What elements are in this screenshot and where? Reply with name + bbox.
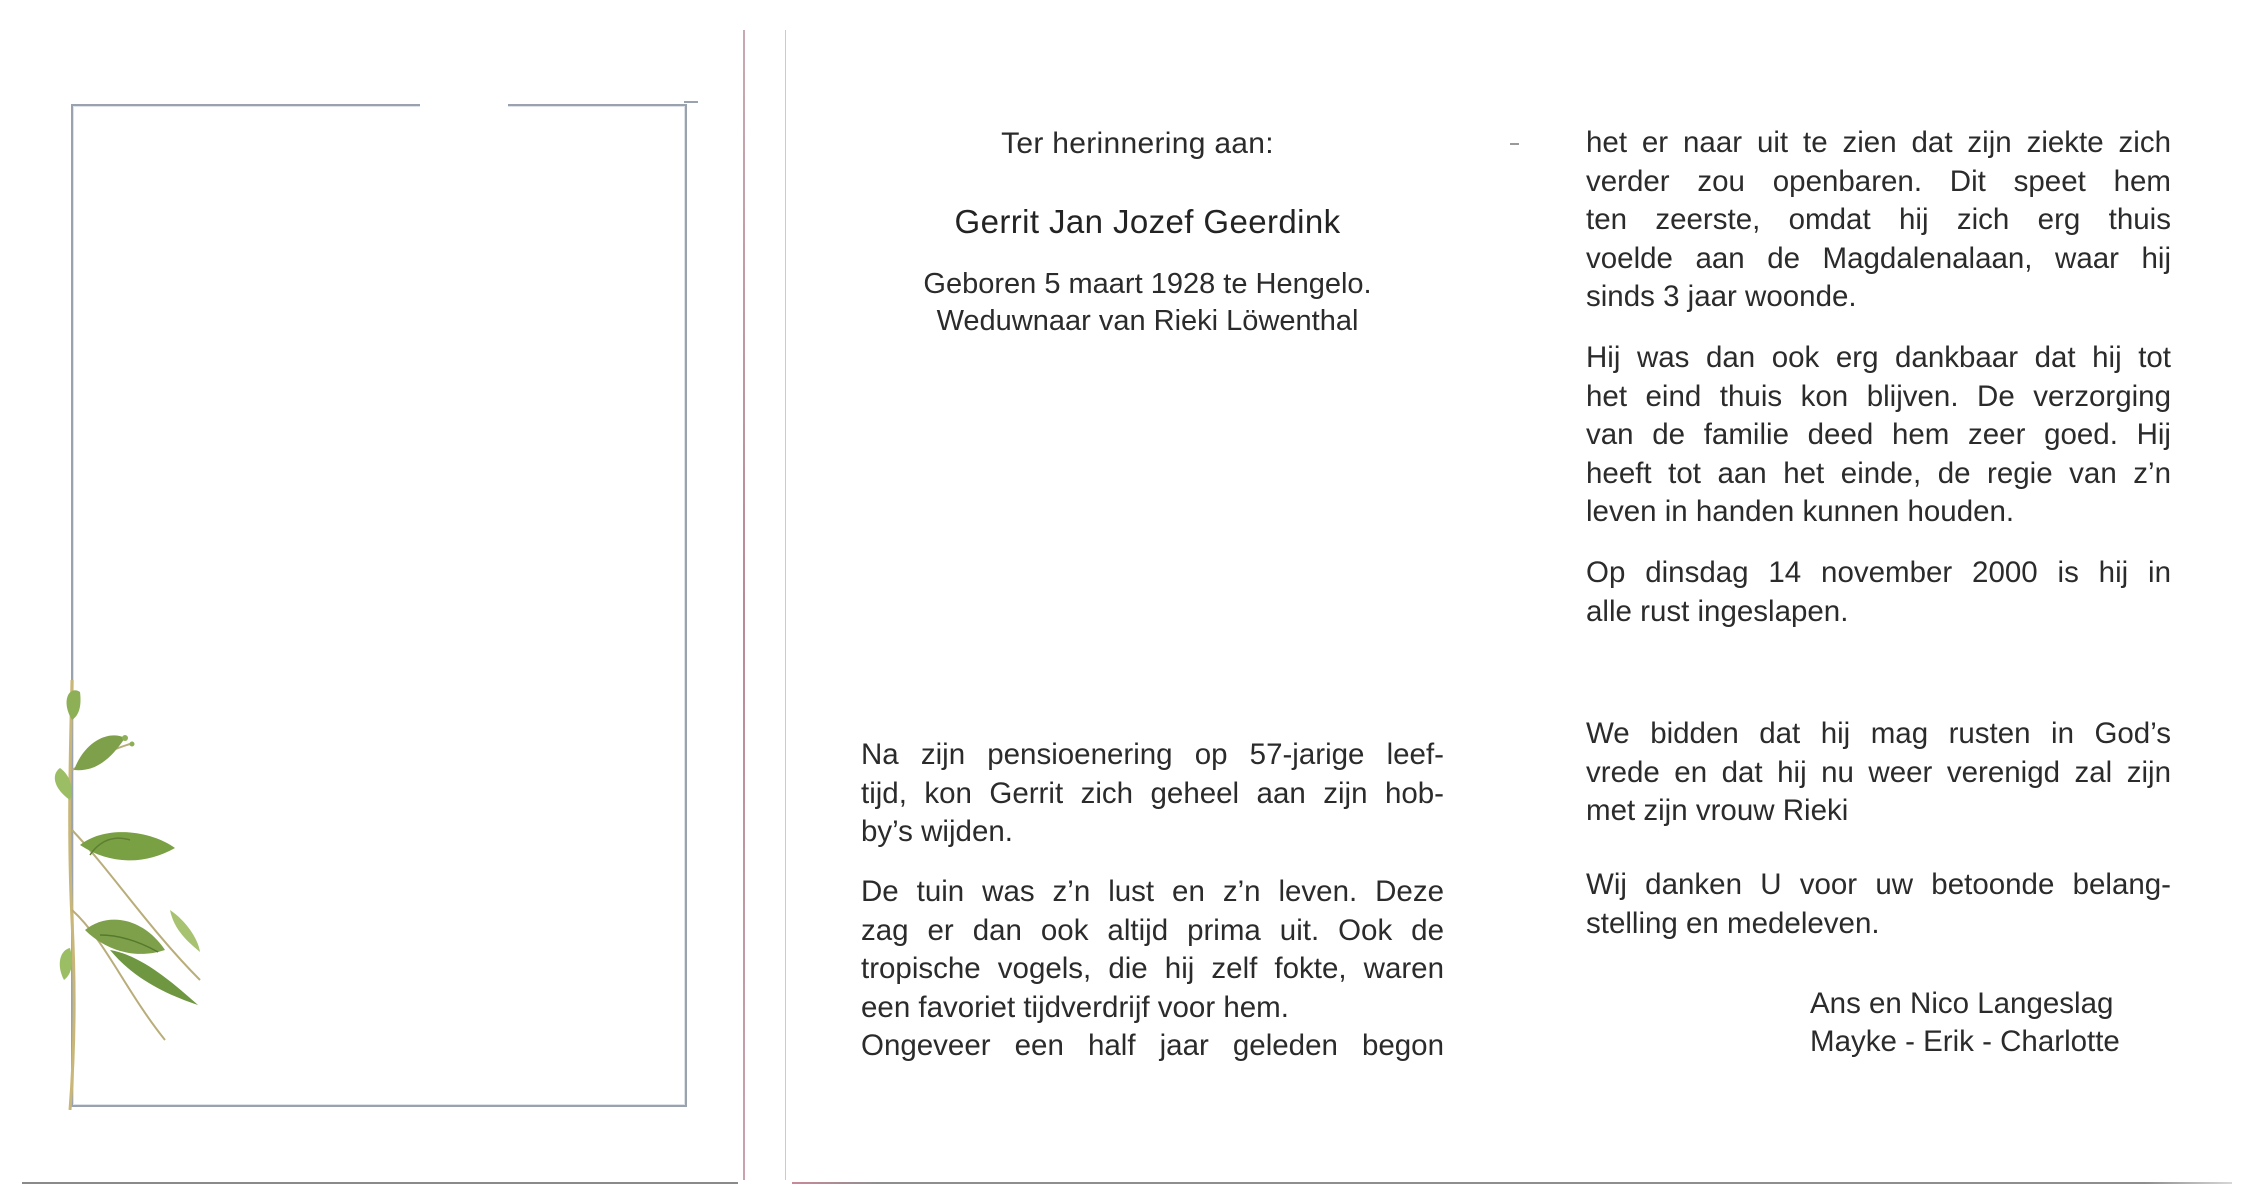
paragraph-thanks (1586, 866, 2171, 943)
frame-gap (420, 100, 508, 108)
card-fold-line-inner (785, 30, 786, 1180)
text-line: alle rust ingeslapen. (1586, 594, 1849, 628)
text-line: het eind thuis kon blijven. De verzorging (1586, 379, 2171, 413)
paragraph-grateful (1586, 339, 2171, 532)
text-line: sinds 3 jaar woonde. (1586, 280, 1857, 314)
plant-vine-icon (50, 680, 240, 1110)
text-line: verder zou openbaren. Dit speet hem (1586, 164, 2171, 198)
text-line: ten zeerste, omdat hij zich erg thuis (1586, 203, 2171, 237)
text-line: We bidden dat hij mag rusten in God’s (1586, 717, 2171, 750)
signature-family: Ans en Nico Langeslag (1810, 987, 2114, 1020)
deceased-name: Gerrit Jan Jozef Geerdink (954, 203, 1341, 240)
paragraph-illness (1586, 124, 2171, 317)
text-line: Wij danken U voor uw betoonde belang- (1586, 868, 2171, 901)
text-line: een favoriet tijdverdrijf voor hem. (861, 990, 1289, 1024)
text-line: voelde aan de Magdalenalaan, waar hij (1586, 241, 2171, 275)
text-line: De tuin was z’n lust en z’n leven. Deze (861, 875, 1444, 908)
card-bottom-edge-right (792, 1182, 2232, 1184)
text-line: van de familie deed hem zeer goed. Hij (1586, 418, 2171, 452)
paragraph-garden (861, 873, 1444, 1066)
text-line: vrede en dat hij nu weer verenigd zal zijn (1586, 755, 2171, 789)
text-line: leven in handen kunnen houden. (1586, 495, 2015, 529)
text-line: tropische vogels, die hij zelf fokte, waren (861, 952, 1444, 986)
text-line: Hij was dan ook erg dankbaar dat hij tot (1586, 341, 2171, 374)
text-line: met zijn vrouw Rieki (1586, 794, 1849, 828)
text-line: stelling en medeleven. (1586, 906, 1880, 940)
text-line: heeft tot aan het einde, de regie van z’n (1586, 456, 2171, 490)
text-line: Na zijn pensioenering op 57-jarige leef- (861, 738, 1444, 771)
decorative-dash (1510, 143, 1519, 145)
text-line: zag er dan ook altijd prima uit. Ook de (861, 913, 1444, 947)
card-fold-line (743, 30, 745, 1180)
paragraph-pension (861, 736, 1444, 852)
widow-info: Weduwnaar van Rieki Löwenthal (936, 305, 1359, 337)
text-line: by’s wijden. (861, 815, 1013, 849)
birth-info: Geboren 5 maart 1928 te Hengelo. (923, 268, 1372, 300)
text-line: tijd, kon Gerrit zich geheel aan zijn hob- (861, 776, 1444, 810)
paragraph-prayer (1586, 715, 2171, 831)
text-line: Ongeveer een half jaar geleden begon (861, 1029, 1444, 1063)
text-line: Op dinsdag 14 november 2000 is hij in (1586, 556, 2171, 589)
card-bottom-edge-left (22, 1182, 738, 1184)
frame-corner-tick (684, 101, 698, 103)
signature-children: Mayke - Erik - Charlotte (1810, 1025, 2120, 1058)
text-line: het er naar uit te zien dat zijn ziekte zich (1586, 126, 2171, 159)
paragraph-passing (1586, 554, 2171, 631)
heading-intro: Ter herinnering aan: (1001, 127, 1274, 160)
